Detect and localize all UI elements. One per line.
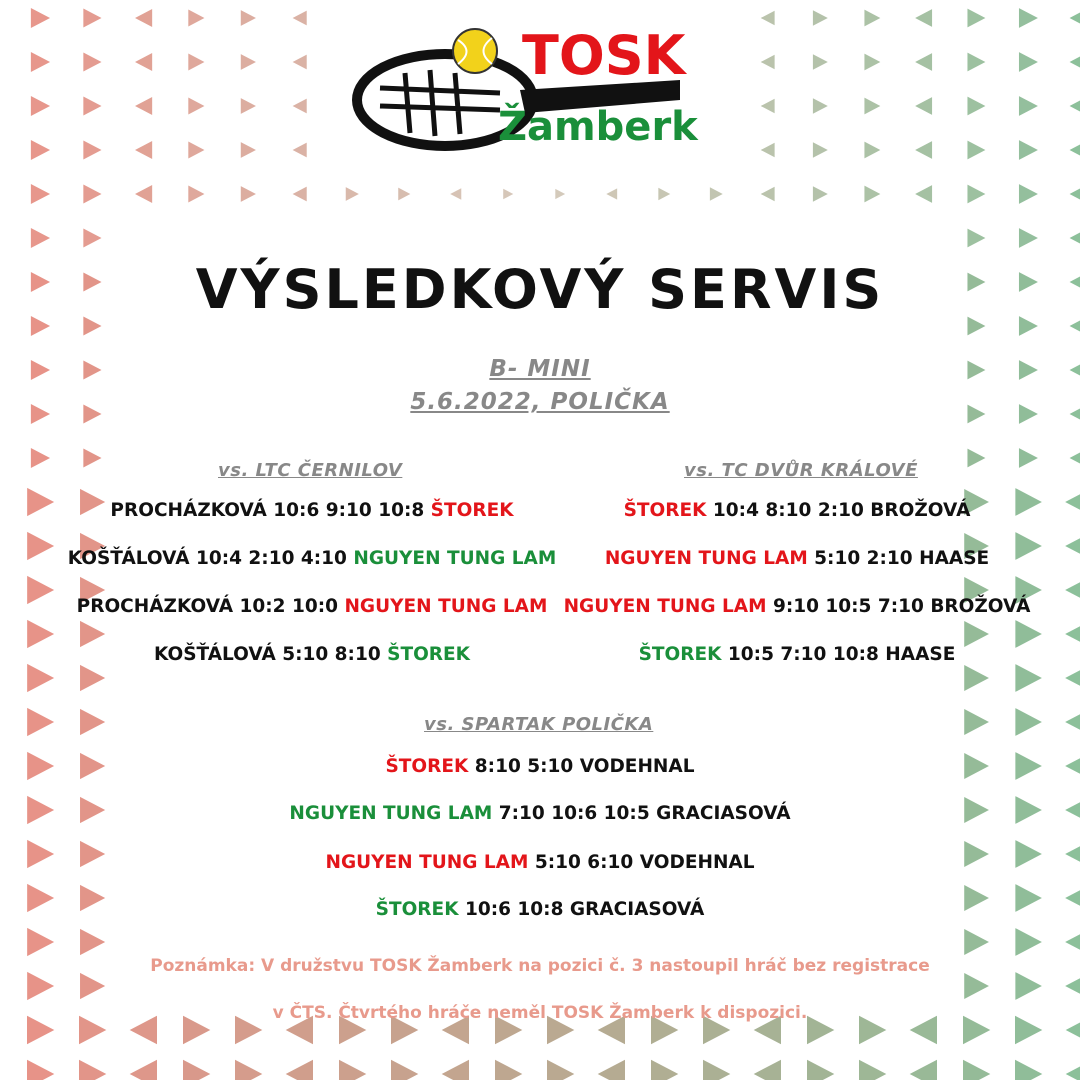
result-row: [110, 500, 513, 521]
player-right: VODEHNAL: [639, 852, 755, 873]
result-row: [605, 548, 989, 569]
player-right: HAASE: [885, 644, 956, 665]
player-left: ŠTOREK: [638, 644, 722, 665]
match-score: 9:10 10:5 7:10: [766, 596, 931, 617]
result-row: [639, 644, 956, 665]
match-score: 10:6 10:8: [458, 899, 570, 920]
result-row: [376, 899, 705, 920]
result-row: [77, 596, 548, 617]
player-left: KOŠŤÁLOVÁ: [153, 644, 276, 665]
match-header: vs. LTC ČERNILOV: [218, 460, 403, 481]
player-right: ŠTOREK: [430, 500, 514, 521]
result-row: [289, 803, 790, 824]
player-left: ŠTOREK: [385, 756, 469, 777]
result-row: [154, 644, 470, 665]
logo-text-tosk: TOSK: [522, 24, 686, 87]
player-left: NGUYEN TUNG LAM: [604, 548, 808, 569]
player-left: PROCHÁZKOVÁ: [76, 596, 234, 617]
player-left: ŠTOREK: [623, 500, 707, 521]
match-header: vs. SPARTAK POLIČKA: [424, 714, 654, 735]
player-left: NGUYEN TUNG LAM: [289, 803, 493, 824]
match-score: 10:5 7:10 10:8: [721, 644, 886, 665]
result-row: [564, 596, 1031, 617]
result-row: [385, 756, 694, 777]
match-score: 10:4 2:10 4:10: [189, 548, 354, 569]
match-score: 5:10 2:10: [807, 548, 920, 569]
page-title: VÝSLEDKOVÝ SERVIS: [195, 258, 885, 321]
logo-text-zamberk: Žamberk: [498, 104, 698, 150]
player-left: NGUYEN TUNG LAM: [325, 852, 529, 873]
result-row: [325, 852, 754, 873]
match-score: 8:10 5:10: [468, 756, 580, 777]
player-left: KOŠŤÁLOVÁ: [67, 548, 190, 569]
note-line-1: Poznámka: V družstvu TOSK Žamberk na pozici č. 3 nastoupil hráč bez registrace: [150, 956, 930, 976]
player-right: BROŽOVÁ: [870, 500, 971, 521]
player-right: GRACIASOVÁ: [569, 899, 705, 920]
match-score: 5:10 6:10: [528, 852, 640, 873]
player-left: NGUYEN TUNG LAM: [563, 596, 767, 617]
player-left: PROCHÁZKOVÁ: [110, 500, 267, 521]
match-score: 5:10 8:10: [275, 644, 388, 665]
racket-strings-icon: [380, 70, 500, 136]
match-score: 10:2 10:0: [233, 596, 345, 617]
category-label: B- MINI: [489, 356, 591, 382]
player-right: VODEHNAL: [579, 756, 695, 777]
match-score: 10:4 8:10 2:10: [706, 500, 871, 521]
player-right: HAASE: [919, 548, 990, 569]
player-left: ŠTOREK: [375, 899, 459, 920]
date-place-label: 5.6.2022, POLIČKA: [410, 389, 670, 415]
player-right: BROŽOVÁ: [930, 596, 1031, 617]
player-right: ŠTOREK: [387, 644, 471, 665]
note-line-2: v ČTS. Čtvrtého hráče neměl TOSK Žamberk k dispozici.: [272, 1003, 808, 1023]
player-right: NGUYEN TUNG LAM: [353, 548, 557, 569]
player-right: GRACIASOVÁ: [656, 803, 791, 824]
match-score: 10:6 9:10 10:8: [266, 500, 431, 521]
player-right: NGUYEN TUNG LAM: [344, 596, 548, 617]
result-row: [68, 548, 557, 569]
tennis-ball-icon: [453, 29, 497, 73]
match-header: vs. TC DVŮR KRÁLOVÉ: [684, 460, 918, 481]
match-score: 7:10 10:6 10:5: [492, 803, 657, 824]
tosk-zamberk-logo: [350, 18, 730, 153]
result-row: [624, 500, 971, 521]
